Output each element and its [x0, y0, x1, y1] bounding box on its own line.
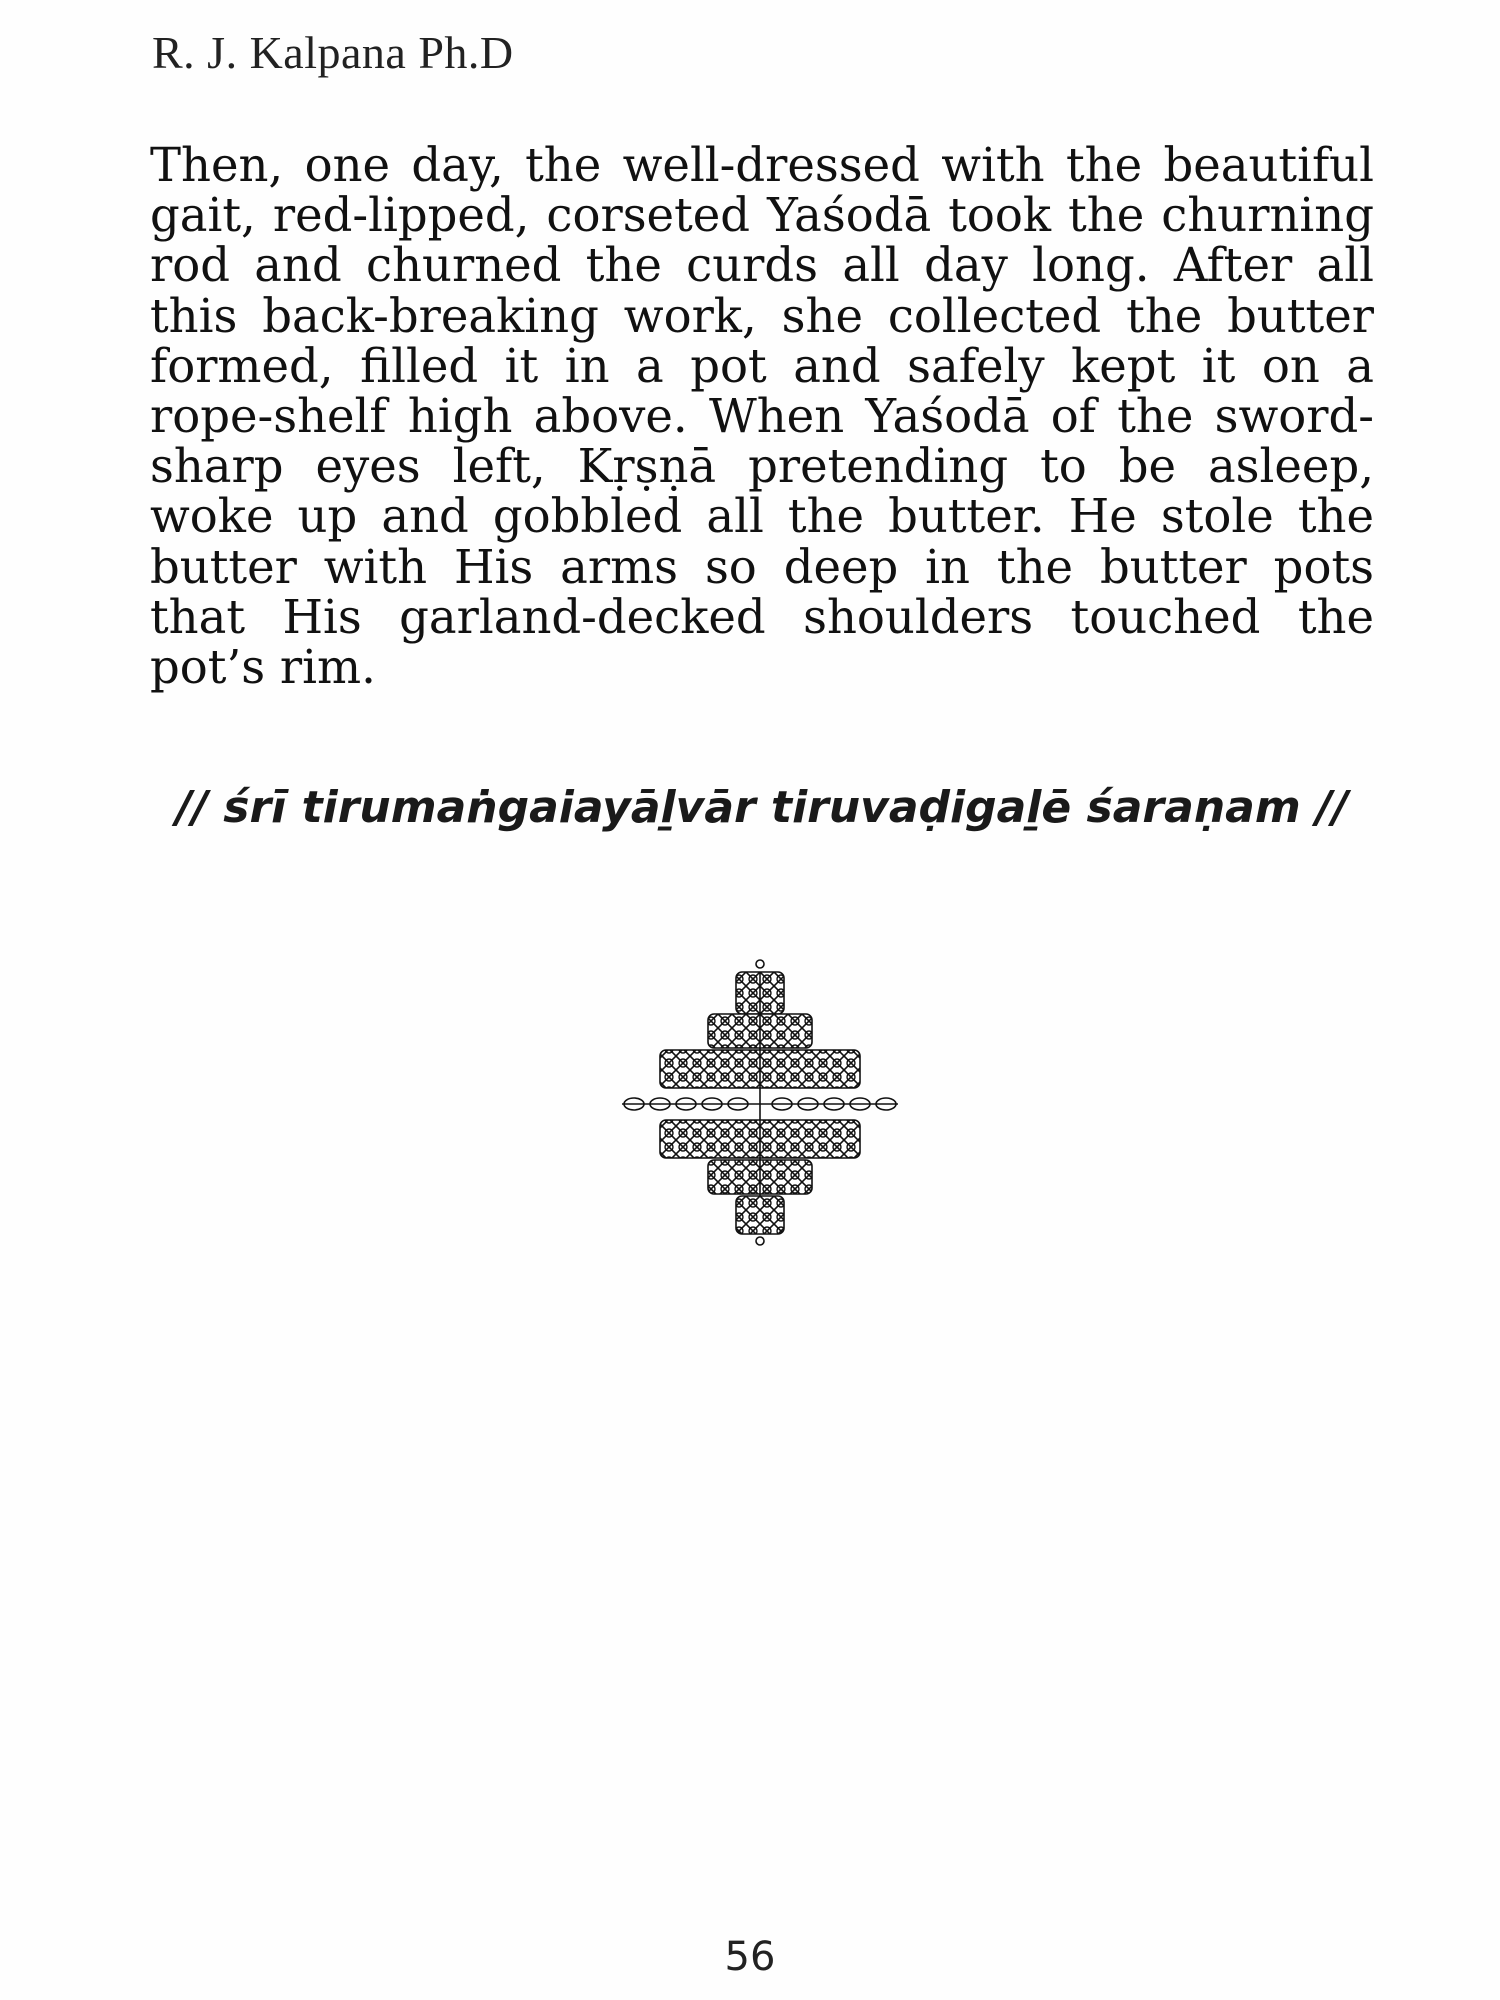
body-paragraph: Then, one day, the well-dressed with the beautiful gait, red-lipped, corseted Yaśodā took the churning rod and churned the curds all day long. After all this back-breaking work, she collected the butter formed, filled it in a pot and safely kept it on a rope-shelf high above. When Yaśodā of the sword-sharp eyes left, Kṛṣṇā pretending to be asleep, woke up and gobbled all the butter. He stole the butter with His arms so deep in the butter pots that His garland-decked shoulders touched the pot’s rim.: [150, 138, 1374, 695]
kolam-ornament-icon: [620, 958, 900, 1248]
page-number: 56: [724, 1934, 776, 1980]
running-header: R. J. Kalpana Ph.D: [152, 27, 514, 78]
kolam-bottom-tip: [736, 1196, 784, 1245]
invocation-line: // śrī tirumaṅgaiayāḻvār tiruvaḍigaḻē śaraṇam //: [175, 782, 1349, 833]
